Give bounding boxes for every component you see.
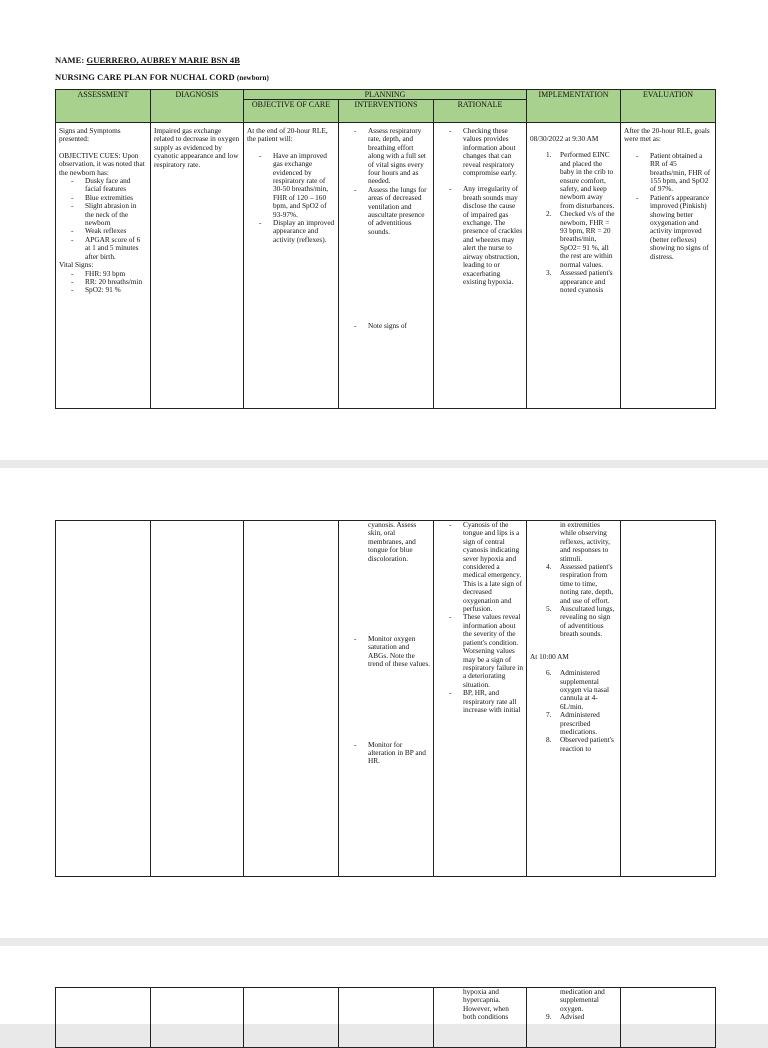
interventions-list — [342, 635, 430, 766]
evaluation-item: - Patient's appearance improved (Pinkish) showing better oxygenation and activity improved (better reflexes) showing no signs of distress. — [636, 194, 712, 261]
name-label: NAME: — [55, 55, 85, 65]
page-3 — [0, 946, 768, 1024]
implementation-item: 1. Performed EINC and placed the baby in the crib to ensure comfort, safety, and keep newborn away from disturbances. — [546, 150, 615, 210]
objective-intro: At the end of 20-hour RLE, the patient will: — [247, 126, 328, 144]
interventions-cell — [339, 988, 434, 1048]
diagnosis-cell — [151, 521, 244, 877]
implementation-item: 9. Advised — [546, 1012, 585, 1022]
implementation-list — [530, 151, 617, 294]
implementation-list — [530, 1013, 617, 1021]
implementation-cell — [527, 988, 621, 1048]
implementation-item: 2. Checked v/s of the newborn, FHR = 93 bpm, RR = 20 breaths/min, SpO2= 91 %, all the rest are within normal values. — [546, 209, 615, 269]
vital-item: - RR: 20 breaths/min — [71, 278, 147, 286]
intervention-item: - Assess respiratory rate, depth, and breathing effort along with a full set of vital signs every four hours and as needed. — [354, 127, 430, 186]
rationale-item: - Cyanosis of the tongue and lips is a sign of central cyanosis indicating sever hypoxia and considered a medical emergency. This is a late sign of decreased oxygenation and perfusion. — [449, 521, 523, 613]
header-objective: OBJECTIVE OF CARE — [244, 100, 339, 123]
implementation-continued: in extremities while observing reflexes, activity, and responses to stimuli. — [560, 520, 610, 563]
implementation-datetime: 08/30/2022 at 9:30 AM — [530, 134, 599, 143]
evaluation-item: - Patient obtained a RR of 45 breaths/min, FHR of 155 bpm, and SpO2 of 97%. — [636, 152, 712, 194]
rationale-continued: hypoxia and hypercapnia. However, when both conditions — [463, 987, 509, 1022]
objective-cues-list — [59, 177, 147, 261]
interventions-cell — [339, 521, 434, 877]
rationale-item: - BP, HR, and respiratory rate all increase with initial — [449, 689, 523, 714]
cue-item: - Dusky face and facial features — [71, 177, 147, 194]
interventions-list — [342, 127, 430, 236]
evaluation-intro: After the 20-hour RLE, goals were met as: — [624, 126, 710, 144]
plan-title-suffix: (newborn) — [236, 74, 269, 82]
intervention-item: - Monitor oxygen saturation and ABGs. Note the trend of these values. — [354, 635, 430, 669]
rationale-cell — [434, 123, 527, 409]
header-diagnosis: DIAGNOSIS — [151, 90, 244, 123]
implementation-item: 7. Administered prescribed medications. — [546, 710, 600, 736]
objective-list — [247, 152, 335, 244]
care-plan-table-page-2 — [55, 520, 716, 877]
rationale-cell — [434, 988, 527, 1048]
implementation-cell — [527, 123, 621, 409]
header-implementation: IMPLEMENTATION — [527, 90, 621, 123]
objective-cell — [244, 988, 339, 1048]
vital-signs-title: Vital Signs: — [59, 260, 94, 270]
student-name-line — [55, 55, 240, 65]
rationale-cell — [434, 521, 527, 877]
header-interventions: INTERVENTIONS — [339, 100, 434, 123]
objective-cell — [244, 521, 339, 877]
care-plan-table-page-1 — [55, 89, 716, 409]
vital-item: - FHR: 93 bpm — [71, 270, 147, 278]
objective-item: - Display an improved appearance and activity (reflexes). — [259, 219, 335, 244]
implementation-item: 5. Auscultated lungs, revealing no sign of adventitious breath sounds. — [546, 604, 615, 639]
implementation-time: At 10:00 AM — [530, 651, 569, 661]
care-plan-table-page-3 — [55, 987, 716, 1048]
assessment-intro: Signs and Symptoms presented: — [59, 126, 121, 144]
implementation-continued: medication and supplemental oxygen. — [560, 987, 605, 1013]
diagnosis-text: Impaired gas exchange related to decrease in oxygen supply as evidenced by cyanotic appearance and low respiratory rate. — [154, 126, 240, 169]
cue-item: - Slight abrasion in the neck of the newborn — [71, 202, 147, 227]
cue-item: - APGAR score of 6 at 1 and 5 minutes after birth. — [71, 236, 147, 261]
header-assessment: ASSESSMENT — [56, 90, 151, 123]
header-evaluation: EVALUATION — [621, 90, 716, 123]
implementation-item: 4. Assessed patient's respiration from time to time, noting rate, depth, and use of effort. — [546, 562, 614, 605]
diagnosis-cell — [151, 988, 244, 1048]
implementation-item: 6. Administered supplemental oxygen via nasal cannula at 4-6L/min. — [546, 668, 610, 711]
objective-item: - Have an improved gas exchange evidenced by respiratory rate of 30-50 breaths/min, FHR of 120 – 160 bpm, and SpO2 of 93-97%. — [259, 152, 335, 219]
plan-title: NURSING CARE PLAN FOR NUCHAL CORD — [55, 72, 235, 82]
assessment-cell — [56, 521, 151, 877]
interventions-cell — [339, 123, 434, 409]
objective-cell — [244, 123, 339, 409]
plan-title-line — [55, 72, 269, 82]
assessment-cell — [56, 123, 151, 409]
objective-cues-title: OBJECTIVE CUES: Upon observation, it was noted that the newborn has: — [59, 150, 145, 177]
evaluation-cell — [621, 123, 716, 409]
implementation-item: 3. Assessed patient's appearance and noted cyanosis — [546, 268, 613, 294]
evaluation-list — [624, 152, 712, 261]
rationale-item: - Any irregularity of breath sounds may disclose the cause of impaired gas exchange. The presence of crackles and wheezes may alert the nurse to airway obstruction, leading to or exacerbating existing hypoxia. — [449, 185, 523, 286]
rationale-list — [437, 521, 523, 714]
implementation-list-2 — [530, 669, 617, 753]
implementation-list — [530, 563, 617, 639]
implementation-cell — [527, 521, 621, 877]
page-2 — [0, 468, 768, 938]
vital-signs-list — [59, 270, 147, 295]
intervention-continued: cyanosis. Assess skin, oral membranes, and tongue for blue discoloration. — [368, 520, 417, 563]
assessment-cell — [56, 988, 151, 1048]
cue-item: - Weak reflexes — [71, 227, 147, 235]
rationale-list — [437, 127, 523, 286]
header-rationale: RATIONALE — [434, 100, 527, 123]
header-planning: PLANNING — [244, 90, 527, 100]
intervention-item: - Assess the lungs for areas of decreased ventilation and auscultate presence of adventitious sounds. — [354, 186, 430, 236]
cue-item: - Blue extremities — [71, 194, 147, 202]
intervention-item: - Monitor for alteration in BP and HR. — [354, 741, 430, 766]
rationale-item: - These values reveal information about the severity of the patient's condition. Worsening values may be a sign of respiratory failure in a deteriorating situation. — [449, 613, 523, 689]
page-1 — [0, 0, 768, 460]
intervention-item: - Note signs of — [354, 322, 430, 330]
vital-item: - SpO2: 91 % — [71, 286, 147, 294]
name-value: GUERRERO, AUBREY MARIE BSN 4B — [86, 55, 241, 65]
implementation-item: 8. Observed patient's reaction to — [546, 735, 614, 753]
evaluation-cell — [621, 521, 716, 877]
rationale-item: - Checking these values provides information about changes that can reveal respiratory compromise early. — [449, 127, 523, 177]
evaluation-cell — [621, 988, 716, 1048]
diagnosis-cell — [151, 123, 244, 409]
